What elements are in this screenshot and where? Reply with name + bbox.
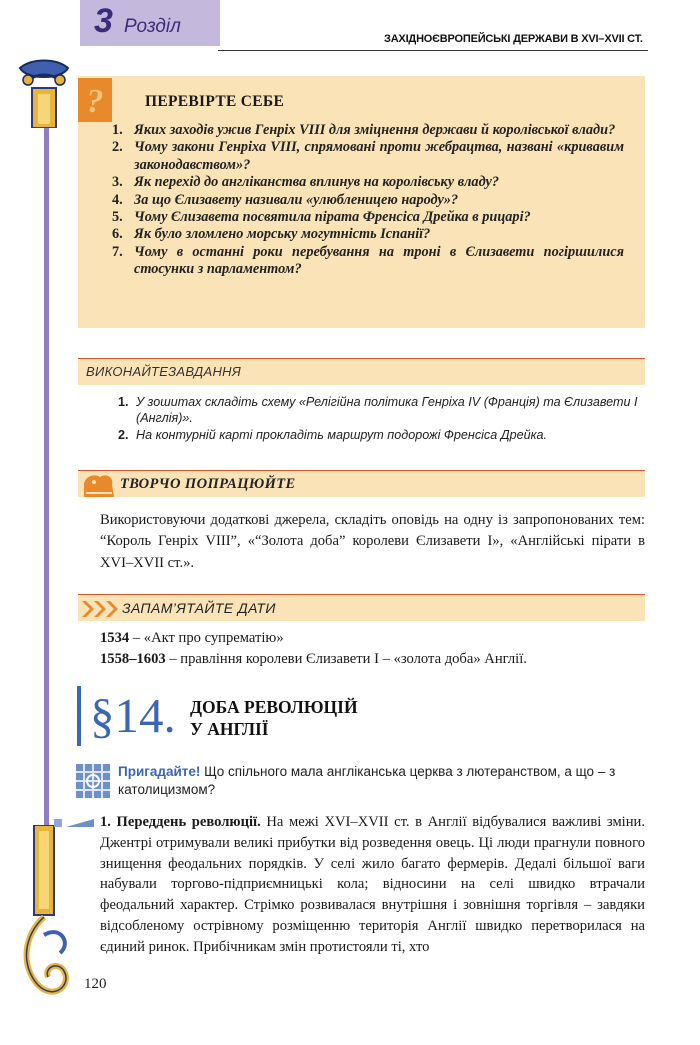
question-item [112,244,624,279]
creative-text: Використовуючи додаткові джерела, складіть оповідь на одну із запропонованих тем: “Король Генріх VIII”, «“Золота доба” королеви Єлизавети I», «Англійські пірати в XVI–XVII ст.». [100,512,645,571]
recall-label: Пригадайте! [118,764,201,779]
section-1-heading: 1. Переддень революції. [100,814,261,830]
celtic-ornament-bottom-icon [14,825,78,1005]
question-item [112,122,624,139]
date-year: 1534 [100,630,130,646]
question-number: 6. [112,226,123,243]
question-item [112,226,624,243]
running-head: ЗАХІДНОЄВРОПЕЙСЬКІ ДЕРЖАВИ В XVI–XVII СТ. [384,33,643,45]
date-event: – «Акт про супрематію» [129,630,284,646]
task-list [118,394,643,443]
task-item [118,394,643,427]
header-rule [218,50,648,51]
dates-title: ЗАПАМ’ЯТАЙТЕ ДАТИ [122,600,276,616]
side-border-line [44,120,49,855]
knot-pattern-icon [76,764,110,798]
task-number: 2. [118,427,129,442]
recall-prompt [118,763,645,799]
task-item [118,427,643,443]
paragraph-title [190,696,358,740]
question-number: 1. [112,122,123,138]
check-yourself-title: ПЕРЕВІРТЕ СЕБЕ [145,93,285,110]
section-1-text [100,812,645,958]
question-text: Як перехід до англіканства вплинув на королівську владу? [134,174,499,191]
question-text: Чому закони Генріха VIII, спрямовані проти жебрацтва, названі «кривавим законодавством»? [134,139,624,173]
question-text: Як було зломлено морську могутність Іспанії? [134,226,431,243]
task-text: У зошитах складіть схему «Релігійна політика Генріха IV (Франція) та Єлизавети I (Англія)». [136,395,638,426]
question-number: 5. [112,209,123,226]
page-number: 120 [84,976,107,992]
paragraph-title-line: ДОБА РЕВОЛЮЦІЙ [190,697,358,717]
question-item [112,139,624,174]
chapter-number: 3 [94,2,113,40]
triple-arrow-icon [80,599,120,619]
paragraph-mark [77,686,81,746]
question-text: За що Єлизавету називали «улюбленицею народу»? [134,191,459,208]
tasks-bar [78,358,645,385]
question-number: 2. [112,139,123,156]
creative-title: ТВОРЧО ПОПРАЦЮЙТЕ [120,476,296,492]
question-text: Чому в останні роки перебування на троні в Єлизавети погіршилися стосунки з парламентом? [134,243,624,278]
recall-text: Що спільного мала англіканська церква з лютеранством, а що – з католицизмом? [118,764,616,797]
question-item [112,209,624,226]
creative-bar [78,470,645,497]
question-item [112,174,624,191]
paragraph-number: §14. [90,688,176,743]
question-text: Яких заходів ужив Генріх VIII для зміцнення держави й королівської влади? [134,122,616,138]
date-year: 1558–1603 [100,651,166,667]
chapter-word: Розділ [124,16,181,37]
task-number: 1. [118,395,129,409]
question-text: Чому Єлизавета посвятила пірата Френсіса Дрейка в рицарі? [134,209,531,226]
section-1-body: На межі XVI–XVII ст. в Англії відбувалися важливі зміни. Джентрі отримували великі прибутки від розведення овець. Ці люди прагнули повного знищення феодальних порядків. У селі жило багато фермерів. Дедалі більшої ваги набували торгово-підприємницькі кола; відносини на селі швидко втрачали феодальний характер. Стрімко розвивалася внутрішня і зовнішня торгівля – завдяки відсобленому острівному розміщенню територія Англії швидко перетворилася на єдиний ринок. Прибічникам змін протистояли ті, хто [100,814,645,955]
section-marker-icon [54,818,94,828]
celtic-ornament-top-icon [14,58,74,128]
paragraph-title-line: У АНГЛІЇ [190,719,269,739]
date-line [100,651,527,668]
question-badge-icon [78,78,112,122]
date-event: – правління королеви Єлизавети I – «золота доба» Англії. [165,651,527,667]
date-line [100,630,284,647]
svg-text:?: ? [86,83,104,120]
task-text: На контурній карті прокладіть маршрут подорожі Френсіса Дрейка. [136,427,548,442]
tasks-title: ВИКОНАЙТЕЗАВДАННЯ [86,364,242,379]
dates-bar [78,594,645,621]
question-list [112,122,624,279]
question-number: 7. [112,243,123,260]
question-number: 3. [112,174,123,191]
question-number: 4. [112,191,123,208]
lion-emblem-icon [80,471,118,501]
question-item [112,192,624,209]
